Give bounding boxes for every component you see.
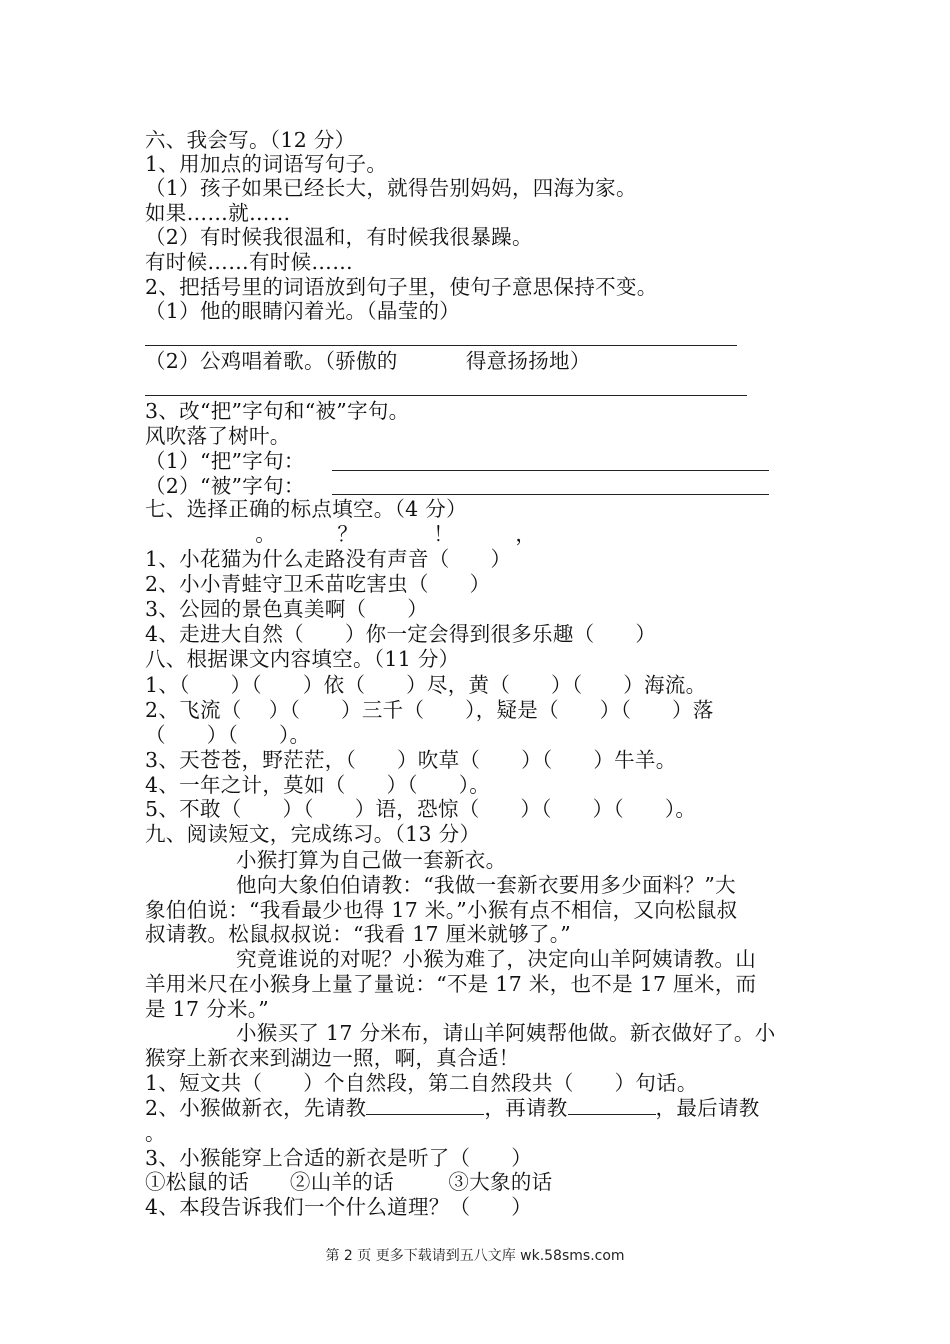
question-7-4: 4、走进大自然（ ）你一定会得到很多乐趣（ ） bbox=[145, 622, 657, 646]
question-8-2: 2、飞流（ ）（ ）三千（ ），疑是（ ）（ ）落 bbox=[145, 698, 714, 722]
passage-line: 究竟谁说的对呢？小猴为难了，决定向山羊阿姨请教。山 bbox=[236, 947, 756, 971]
question-8-2-cont: （ ）（ ）。 bbox=[145, 723, 311, 747]
passage-paragraph-1: 小猴打算为自己做一套新衣。 bbox=[236, 848, 507, 872]
question-6-3-2: （2）“被”字句： bbox=[145, 474, 305, 498]
question-9-4: 4、本段告诉我们一个什么道理？（ ） bbox=[145, 1195, 533, 1219]
question-9-3: 3、小猴能穿上合适的新衣是听了（ ） bbox=[145, 1146, 533, 1170]
question-8-5: 5、不敢（ ）（ ）语，恐惊（ ）（ ）（ ）。 bbox=[145, 797, 697, 821]
question-9-3-options: ①松鼠的话 ②山羊的话 ③大象的话 bbox=[145, 1170, 553, 1194]
question-6-1-2: （2）有时候我很温和，有时候我很暴躁。 bbox=[145, 225, 533, 249]
question-8-1: 1、（ ）（ ）依（ ）尽，黄（ ）（ ）海流。 bbox=[145, 673, 707, 697]
passage-line: 叔请教。松鼠叔叔说：“我看 17 厘米就够了。” bbox=[145, 922, 572, 946]
question-7-2: 2、小小青蛙守卫禾苗吃害虫（ ） bbox=[145, 572, 491, 596]
question-6-2: 2、把括号里的词语放到句子里，使句子意思保持不变。 bbox=[145, 275, 658, 299]
section-6-title: 六、我会写。（12 分） bbox=[145, 128, 356, 152]
question-6-2-2: （2）公鸡唱着歌。（骄傲的 得意扬扬地） bbox=[145, 349, 591, 373]
question-6-3-1: （1）“把”字句： bbox=[145, 449, 305, 473]
passage-line: 象伯伯说：“我看最少也得 17 米。”小猴有点不相信，又向松鼠叔 bbox=[145, 898, 738, 922]
question-6-3-sentence: 风吹落了树叶。 bbox=[145, 424, 291, 448]
passage-line: 他向大象伯伯请教：“我做一套新衣要用多少面料？”大 bbox=[236, 873, 736, 897]
question-8-3: 3、天苍苍，野茫茫，（ ）吹草（ ）（ ）牛羊。 bbox=[145, 748, 677, 772]
answer-line bbox=[145, 345, 737, 346]
question-8-4: 4、一年之计，莫如（ ）（ ）。 bbox=[145, 773, 491, 797]
question-9-2-end: 。 bbox=[145, 1121, 166, 1145]
answer-blank bbox=[366, 1096, 484, 1115]
answer-line bbox=[332, 470, 769, 471]
passage-line: 是 17 分米。” bbox=[145, 997, 270, 1021]
question-6-3: 3、改“把”字句和“被”字句。 bbox=[145, 399, 410, 423]
question-7-1: 1、小花猫为什么走路没有声音（ ） bbox=[145, 547, 512, 571]
page-footer: 第 2 页 更多下载请到五八文库 wk.58sms.com bbox=[325, 1248, 625, 1264]
question-9-2-part-a: 2、小猴做新衣，先请教 bbox=[145, 1096, 367, 1120]
answer-line bbox=[332, 494, 769, 495]
question-9-2 bbox=[145, 1096, 760, 1121]
question-6-1: 1、用加点的词语写句子。 bbox=[145, 152, 388, 176]
punctuation-options: 。 ？ ！ ， bbox=[228, 522, 537, 546]
question-6-1-1: （1）孩子如果已经长大，就得告别妈妈，四海为家。 bbox=[145, 176, 637, 200]
question-9-2-part-b: ，再请教 bbox=[484, 1096, 568, 1120]
section-7-title: 七、选择正确的标点填空。（4 分） bbox=[145, 497, 467, 521]
question-9-1: 1、短文共（ ）个自然段，第二自然段共（ ）句话。 bbox=[145, 1071, 698, 1095]
question-9-2-part-c: ，最后请教 bbox=[655, 1096, 760, 1120]
question-6-2-1: （1）他的眼睛闪着光。（晶莹的） bbox=[145, 299, 461, 323]
answer-blank bbox=[568, 1096, 656, 1115]
question-6-1-1-pattern: 如果……就…… bbox=[145, 201, 291, 225]
question-7-3: 3、公园的景色真美啊（ ） bbox=[145, 597, 429, 621]
passage-line: 猴穿上新衣来到湖边一照，啊，真合适！ bbox=[145, 1046, 520, 1070]
section-8-title: 八、根据课文内容填空。（11 分） bbox=[145, 647, 460, 671]
passage-line: 小猴买了 17 分米布，请山羊阿姨帮他做。新衣做好了。小 bbox=[236, 1021, 776, 1045]
answer-line bbox=[145, 395, 747, 396]
question-6-1-2-pattern: 有时候……有时候…… bbox=[145, 250, 353, 274]
passage-line: 羊用米尺在小猴身上量了量说：“不是 17 米，也不是 17 厘米，而 bbox=[145, 972, 757, 996]
section-9-title: 九、阅读短文，完成练习。（13 分） bbox=[145, 822, 481, 846]
